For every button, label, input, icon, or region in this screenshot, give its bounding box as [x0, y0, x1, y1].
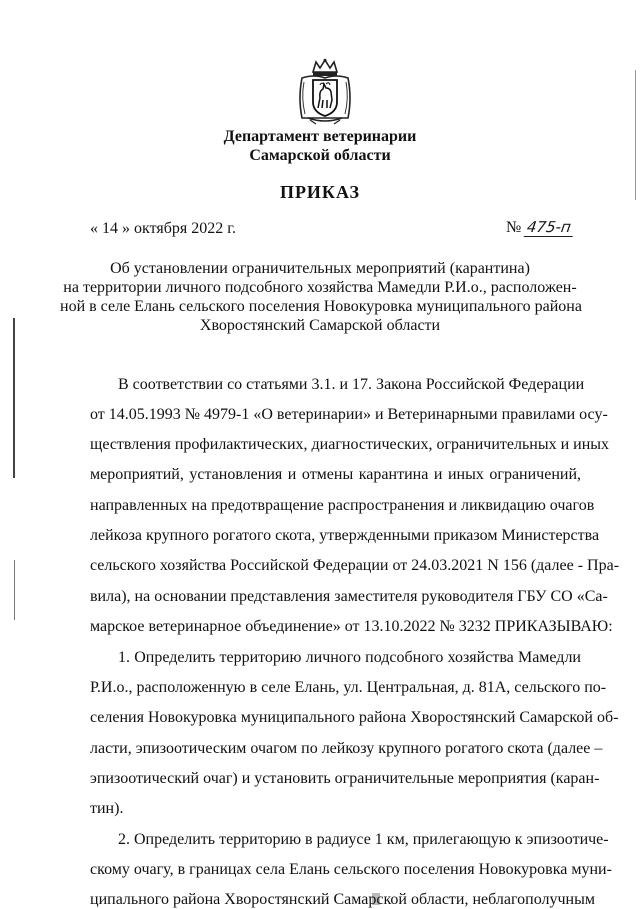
- body-text-line: ципального района Хворостянский Самарской области, неблагополучным: [90, 891, 595, 908]
- body-text-line: селения Новокуровка муниципального района Хворостянский Самарской об-: [90, 709, 619, 726]
- coat-of-arms-emblem: [296, 58, 354, 126]
- title-line: Хворостянский Самарской области: [199, 317, 441, 334]
- title-line: на территории личного подсобного хозяйства Мамедли Р.И.о., расположен-: [63, 279, 577, 296]
- body-text-line: 1. Определить территорию личного подсобного хозяйства Мамедли: [118, 649, 581, 666]
- body-text-line: ласти, эпизоотическим очагом по лейкозу крупного рогатого скота (далее –: [90, 740, 603, 757]
- body-text-line: направленных на предотвращение распространения и ликвидацию очагов: [90, 497, 595, 514]
- handwritten-order-number: 475-п: [524, 218, 576, 237]
- body-text-line: 2. Определить территорию в радиусе 1 км, прилегающую к эпизоотиче-: [118, 831, 609, 848]
- scan-edge-mark: [14, 560, 15, 620]
- body-text-line: сельского хозяйства Российской Федерации от 24.03.2021 N 156 (далее - Пра-: [90, 557, 620, 574]
- department-name-line1: Департамент ветеринарии: [223, 128, 417, 145]
- document-type-heading: ПРИКАЗ: [279, 182, 361, 202]
- body-text-line: вила), на основании представления заместителя руководителя ГБУ СО «Са-: [90, 588, 608, 605]
- title-line: ной в селе Елань сельского поселения Новокуровка муниципального района: [60, 298, 582, 315]
- body-text-line: марское ветеринарное объединение» от 13.10.2022 № 3232 ПРИКАЗЫВАЮ:: [90, 618, 613, 635]
- order-title: [60, 259, 580, 335]
- body-text-line: эпизоотический очаг) и установить ограничительные мероприятия (каран-: [90, 770, 600, 787]
- body-text-line: лейкоза крупного рогатого скота, утвержденными приказом Министерства: [90, 527, 600, 544]
- title-line: Об установлении ограничительных мероприятий (карантина): [110, 260, 530, 277]
- body-text-line: от 14.05.1993 № 4979-1 «О ветеринарии» и Ветеринарными правилами осу-: [90, 406, 608, 423]
- number-sign: №: [506, 219, 522, 236]
- body-text-line: В соответствии со статьями 3.1. и 17. Закона Российской Федерации: [118, 376, 585, 393]
- body-text-line: тин).: [90, 800, 124, 817]
- order-number: [506, 218, 574, 237]
- body-text-line: ществления профилактических, диагностических, ограничительных и иных: [90, 436, 609, 453]
- scan-edge-mark: [13, 318, 15, 478]
- order-date: « 14 » октября 2022 г.: [90, 220, 236, 237]
- body-text-line: Р.И.о., расположенную в селе Елань, ул. Центральная, д. 81А, сельского по-: [90, 679, 607, 696]
- department-name-line2: Самарской области: [249, 147, 391, 164]
- body-text-line: мероприятий, установления и отмены карантина и иных ограничений,: [90, 466, 581, 483]
- body-text-line: скому очагу, в границах села Елань сельского поселения Новокуровка муни-: [90, 861, 612, 878]
